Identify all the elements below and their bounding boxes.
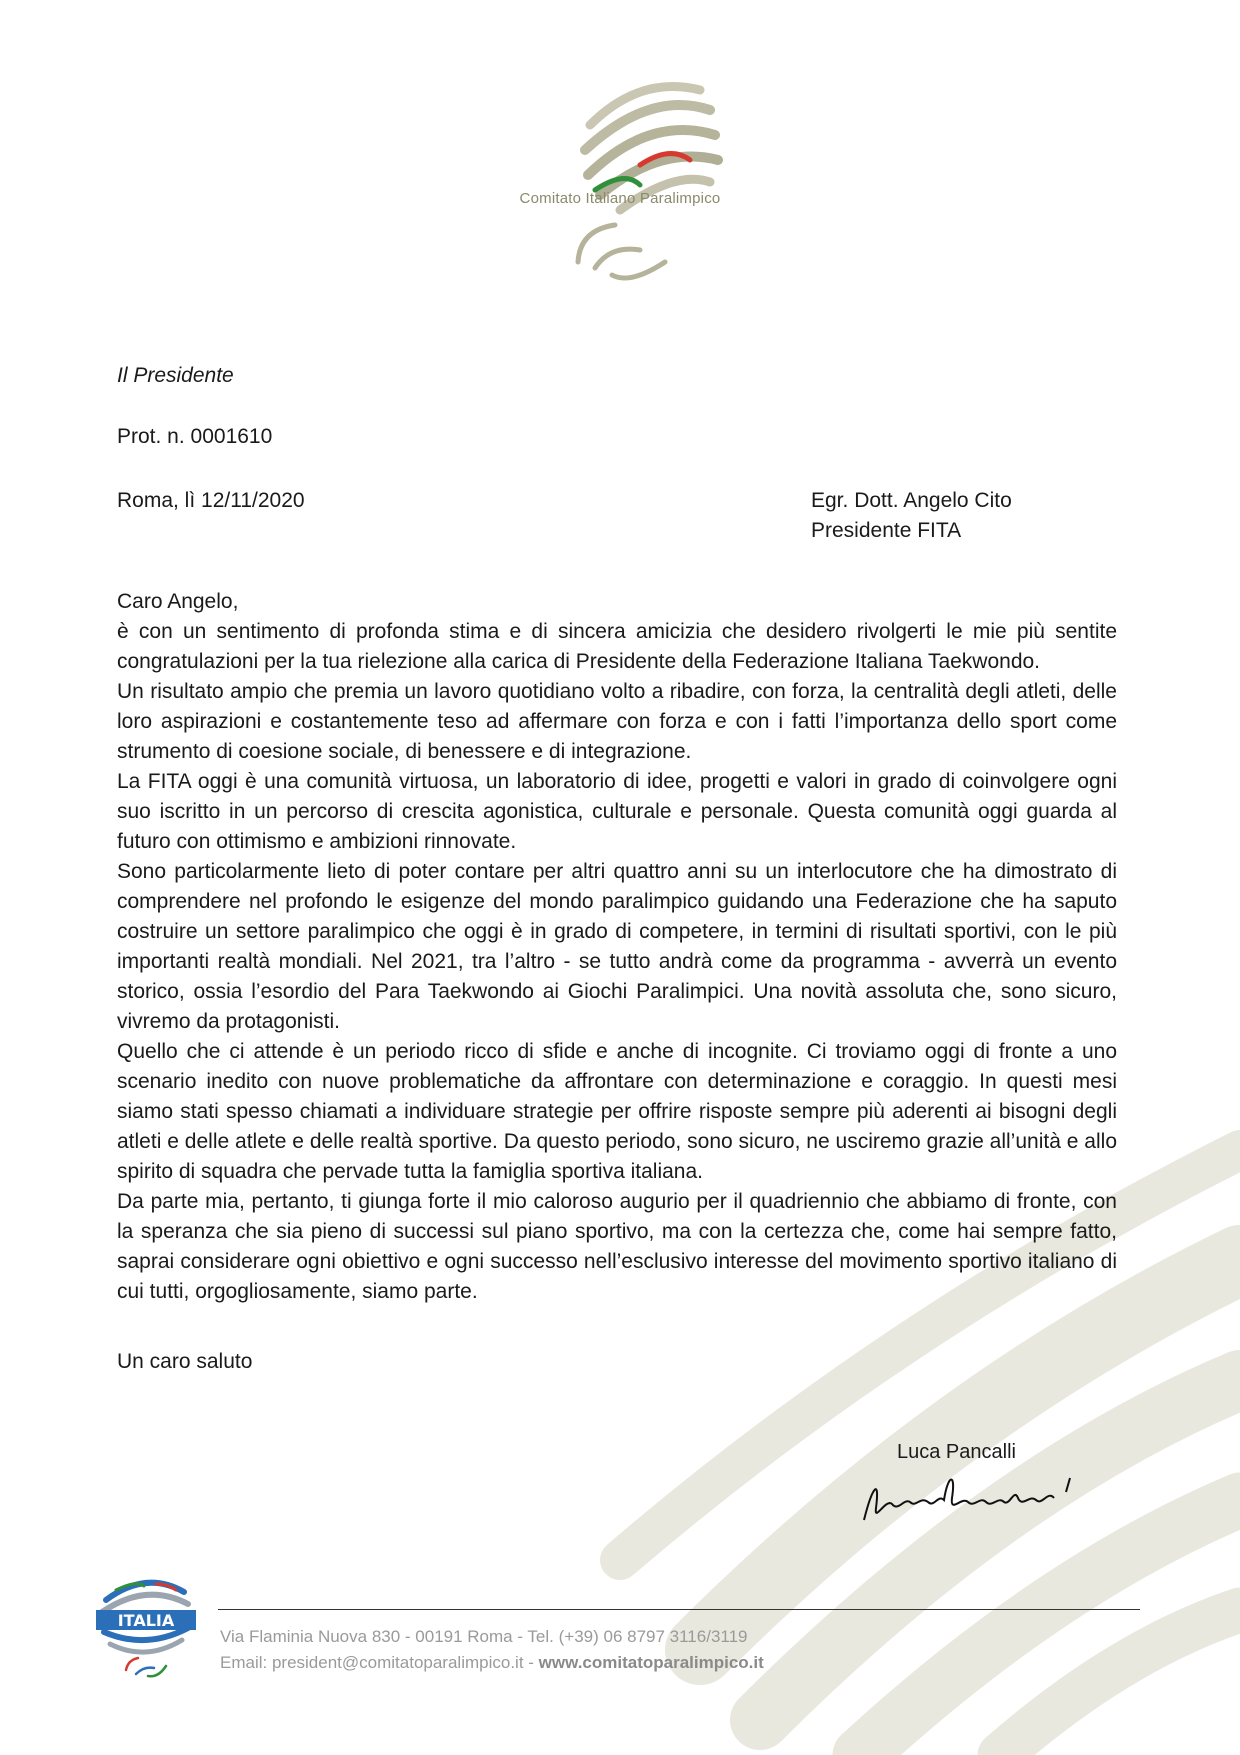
body-paragraph: Da parte mia, pertanto, ti giunga forte il mio caloroso augurio per il quadriennio che abbiamo di fronte, con la speranza che sia pieno di successi sul piano sportivo, ma con la certezza che, come hai sempre fatto, saprai considerare ogni obiettivo e ogni successo nell’esclusivo interesse del movimento sportivo italiano di cui tutti, orgogliosamente, siamo parte. (117, 1190, 1117, 1303)
recipient-block (811, 486, 1012, 546)
footer-address: Via Flaminia Nuova 830 - 00191 Roma - Tel. (+39) 06 8797 3116/3119 (220, 1627, 748, 1646)
body-paragraph: Sono particolarmente lieto di poter contare per altri quattro anni su un interlocutore che ha dimostrato di comprendere nel profondo le esigenze del mondo paralimpico guidando una Federazione che ha saputo costruire un settore paralimpico che oggi è in grado di competere, in termini di risultati sportivi, con le più importanti realtà mondiali. Nel 2021, tra l’altro - se tutto andrà come da programma - avverrà un evento storico, ossia l’esordio del Para Taekwondo ai Giochi Paralimpici. Una novità assoluta che, sono sicuro, vivremo da protagonisti. (117, 860, 1117, 1033)
italia-logo-text: ITALIA (117, 1611, 175, 1630)
salutation: Caro Angelo, (117, 590, 239, 613)
body-paragraph: Quello che ci attende è un periodo ricco di sfide e anche di incognite. Ci troviamo oggi di fronte a uno scenario inedito con nuove problematiche da affrontare con determinazione e coraggio. In questi mesi siamo stati spesso chiamati a individuare strategie per offrire risposte sempre più aderenti ai bisogni degli atleti e delle atlete e delle realtà sportive. Da questo periodo, sono sicuro, ne usciremo grazie all’unità e allo spirito di squadra che pervade tutta la famiglia sportiva italiana. (117, 1040, 1117, 1183)
italia-logo (96, 1570, 196, 1680)
protocol-number: Prot. n. 0001610 (117, 425, 273, 448)
footer-website[interactable]: www.comitatoparalimpico.it (538, 1653, 764, 1672)
org-name: Comitato Italiano Paralimpico (519, 190, 721, 207)
closing: Un caro saluto (117, 1350, 253, 1373)
footer-email[interactable]: Email: president@comitatoparalimpico.it - (220, 1653, 539, 1672)
footer-divider (218, 1609, 1140, 1610)
body-paragraph: La FITA oggi è una comunità virtuosa, un laboratorio di idee, progetti e valori in grado di coinvolgere ogni suo iscritto in un percorso di crescita agonistica, culturale e personale. Questa comunità oggi guarda al futuro con ottimismo e ambizioni rinnovate. (117, 770, 1117, 853)
recipient-role: Presidente FITA (811, 519, 962, 542)
signer-name: Luca Pancalli (897, 1441, 1016, 1463)
role-title: Il Presidente (117, 364, 234, 387)
footer-contact (220, 1651, 764, 1675)
body-paragraph: è con un sentimento di profonda stima e di sincera amicizia che desidero rivolgerti le mie più sentite congratulazioni per la tua rielezione alla carica di Presidente della Federazione Italiana Taekwondo. (117, 620, 1117, 673)
signature-graphic (858, 1468, 1088, 1528)
recipient-name: Egr. Dott. Angelo Cito (811, 489, 1012, 512)
body-paragraph: Un risultato ampio che premia un lavoro quotidiano volto a ribadire, con forza, la centralità degli atleti, delle loro aspirazioni e costantemente teso ad affermare con forza e con i fatti l’importanza dello sport come strumento di coesione sociale, di benessere e di integrazione. (117, 680, 1117, 763)
letter-body (117, 587, 1117, 1307)
place-date: Roma, lì 12/11/2020 (117, 489, 305, 512)
